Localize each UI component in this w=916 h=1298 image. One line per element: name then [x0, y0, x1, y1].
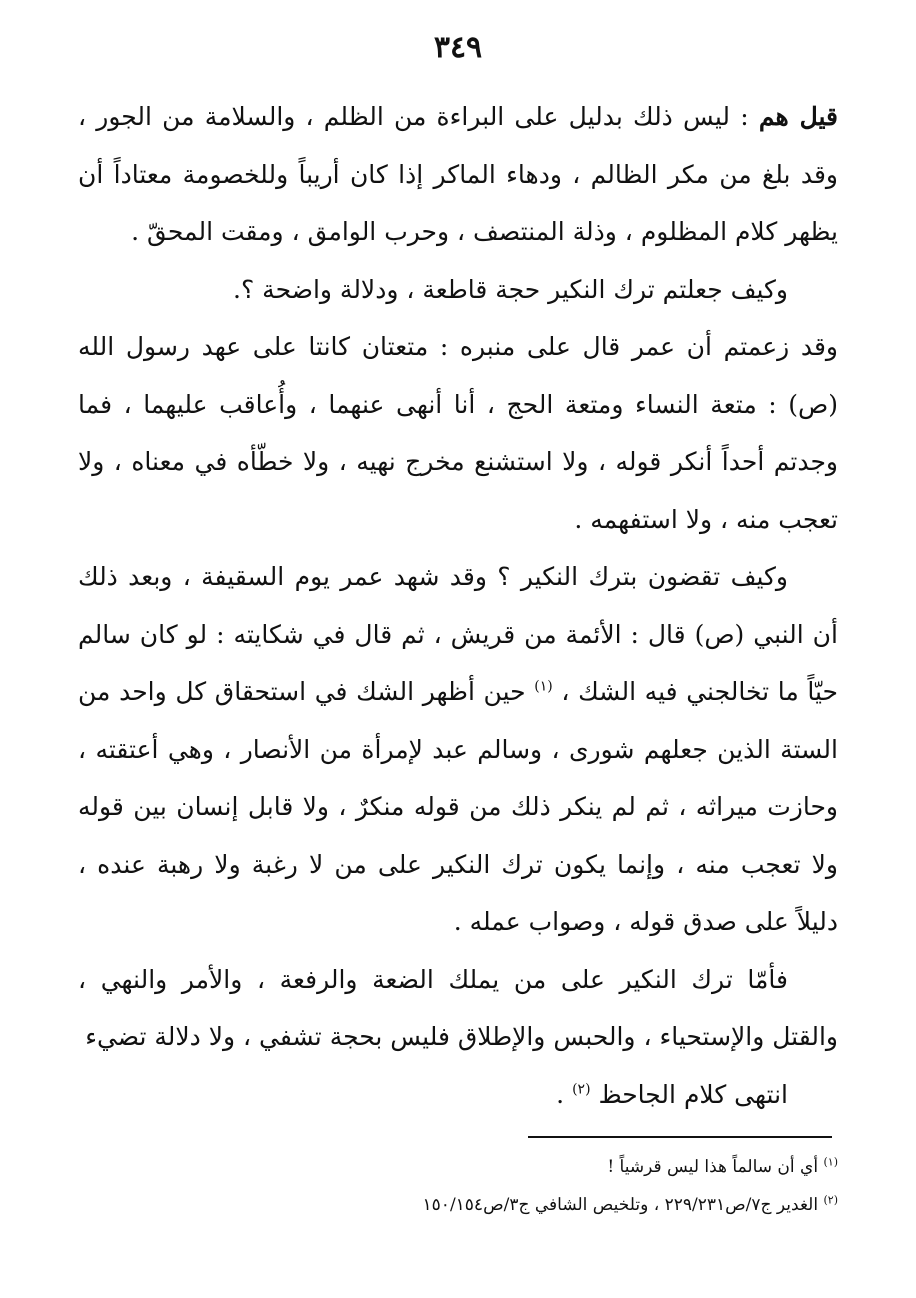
paragraph-end	[78, 1066, 838, 1124]
paragraph-power: فأمّا ترك النكير على من يملك الضعة والرفعة ، والأمر والنهي ، والقتل والإستحياء ، والحبس والإطلاق فليس بحجة تشفي ، ولا دلالة تضيء	[78, 964, 838, 1051]
footnotes	[78, 1148, 838, 1224]
paragraph-question: وكيف جعلتم ترك النكير حجة قاطعة ، ودلالة واضحة ؟.	[233, 274, 788, 304]
paragraph-text: انتهى كلام الجاحظ	[590, 1079, 788, 1109]
page-number: ٣٤٩	[433, 30, 483, 65]
footnote-text: أي أن سالماً هذا ليس قرشياً !	[607, 1157, 819, 1177]
paragraph-lead: قيل هم	[758, 102, 838, 131]
paragraph-text: : ليس ذلك بدليل على البراءة من الظلم ، والسلامة من الجور ، وقد بلغ من مكر الظالم ، ودهاء الماكر إذا كان أريباً وللخصومة معتاداً أن يظهر كلام المظلوم ، وذلة المنتصف ، وحرب الوامق ، ومقت المحقّ .	[78, 102, 838, 246]
footnote-ref-1: (١)	[534, 678, 553, 695]
paragraph-text: وكيف تقضون بترك النكير ؟ وقد شهد عمر يوم السقيفة ، وبعد ذلك أن النبي (ص) قال : الأئمة من قريش ، ثم قال في شكايته : لو كان سالم حيّاً ما تخالجني فيه الشك ،	[78, 562, 838, 706]
main-text	[78, 88, 838, 1123]
footnote-1	[78, 1148, 838, 1186]
paragraph-text: حين أظهر الشك في استحقاق كل واحد من الستة الذين جعلهم شورى ، وسالم عبد لإمرأة من الأنصار ، وهي أعتقته ، وحازت ميراثه ، ثم لم ينكر ذلك من قوله منكرٌ ، ولا قابل إنسان بين قوله ولا تعجب منه ، وإنما يكون ترك النكير على من لا رغبة ولا رهبة عنده ، دليلاً على صدق قوله ، وصواب عمله .	[78, 677, 838, 936]
footnote-text: الغدير ج٧/ص٢٢٩/٢٣١ ، وتلخيص الشافي ج٣/ص١٥٠/١٥٤	[422, 1195, 819, 1215]
footnote-2	[78, 1186, 838, 1224]
paragraph-saqifa	[78, 548, 838, 951]
paragraph-mutah: وقد زعمتم أن عمر قال على منبره : متعتان كانتا على عهد رسول الله (ص) : متعة النساء ومتعة الحج ، أنا أنهى عنهما ، وأُعاقب عليهما ، فما وجدتم أحداً أنكر قوله ، ولا استشنع مخرج نهيه ، ولا خطّأه في معناه ، ولا تعجب منه ، ولا استفهمه .	[78, 332, 838, 534]
footnote-marker: (١)	[823, 1155, 838, 1169]
footnote-divider	[528, 1136, 832, 1138]
footnote-ref-2: (٢)	[572, 1081, 591, 1098]
paragraph-text: .	[556, 1079, 573, 1109]
footnote-marker: (٢)	[823, 1193, 838, 1207]
paragraph-reply	[78, 88, 838, 261]
